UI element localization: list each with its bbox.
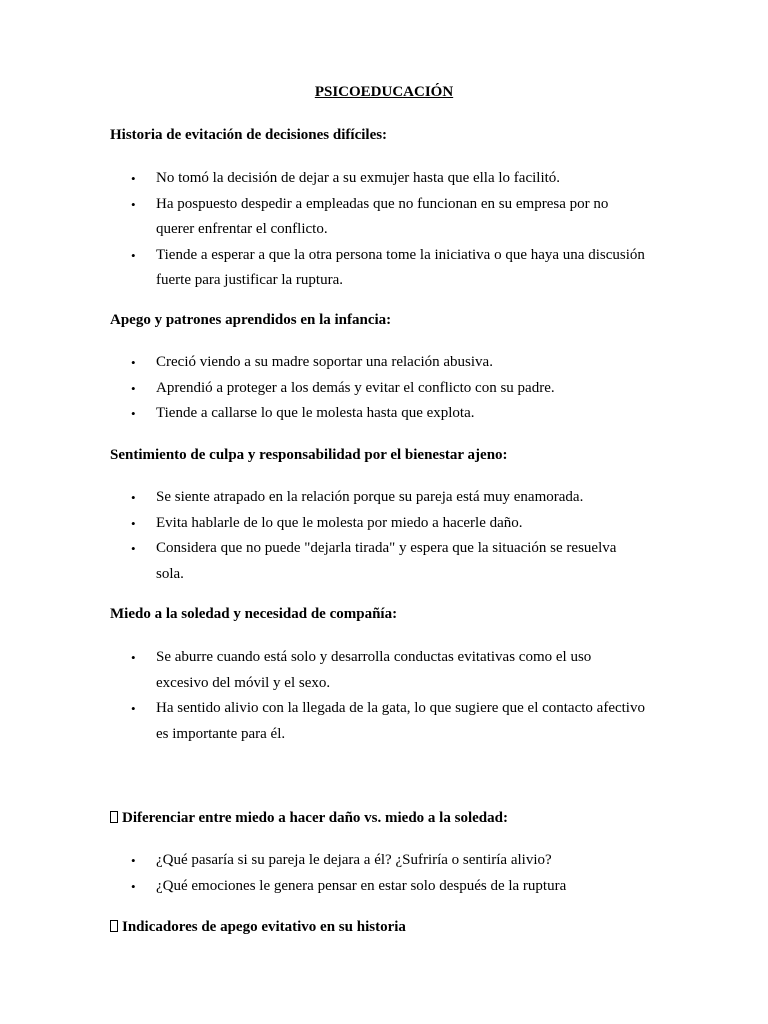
document-title: PSICOEDUCACIÓN <box>314 84 454 100</box>
list-item: • Ha sentido alivio con la llegada de la gata, lo que sugiere que el contacto afectivo es importante para él. <box>0 696 646 747</box>
section-heading: Miedo a la soledad y necesidad de compañía: <box>110 606 398 622</box>
checkbox-glyph-icon <box>110 811 118 823</box>
section-heading: Apego y patrones aprendidos en la infancia: <box>110 312 392 328</box>
bullet-list <box>0 848 646 899</box>
list-item: • Tiende a esperar a que la otra persona tome la iniciativa o que haya una discusión fuerte para justificar la ruptura. <box>0 243 646 294</box>
section-heading: Sentimiento de culpa y responsabilidad por el bienestar ajeno: <box>110 447 508 463</box>
section-heading-text: Diferenciar entre miedo a hacer daño vs. miedo a la soledad: <box>122 810 508 826</box>
list-item: • Tiende a callarse lo que le molesta hasta que explota. <box>0 401 646 427</box>
list-item: • Se aburre cuando está solo y desarrolla conductas evitativas como el uso excesivo del móvil y el sexo. <box>0 645 646 696</box>
list-item: • Ha pospuesto despedir a empleadas que no funcionan en su empresa por no querer enfrentar el conflicto. <box>0 192 646 243</box>
list-item: • Aprendió a proteger a los demás y evitar el conflicto con su padre. <box>0 376 646 402</box>
section-heading: Historia de evitación de decisiones difíciles: <box>110 127 388 143</box>
bullet-list <box>0 166 646 294</box>
list-item: • Considera que no puede "dejarla tirada" y espera que la situación se resuelva sola. <box>0 536 646 587</box>
list-item: • Evita hablarle de lo que le molesta por miedo a hacerle daño. <box>0 511 646 537</box>
bullet-list <box>0 350 646 427</box>
list-item: • Creció viendo a su madre soportar una relación abusiva. <box>0 350 646 376</box>
list-item: • ¿Qué emociones le genera pensar en estar solo después de la ruptura <box>0 874 646 900</box>
checkbox-glyph-icon <box>110 920 118 932</box>
list-item: • ¿Qué pasaría si su pareja le dejara a él? ¿Sufriría o sentiría alivio? <box>0 848 646 874</box>
list-item: • Se siente atrapado en la relación porque su pareja está muy enamorada. <box>0 485 646 511</box>
section-heading-with-checkbox <box>110 919 406 936</box>
section-heading-with-checkbox <box>110 810 508 827</box>
bullet-list <box>0 645 646 747</box>
section-heading-text: Indicadores de apego evitativo en su historia <box>122 919 406 935</box>
list-item: • No tomó la decisión de dejar a su exmujer hasta que ella lo facilitó. <box>0 166 646 192</box>
bullet-list <box>0 485 646 587</box>
